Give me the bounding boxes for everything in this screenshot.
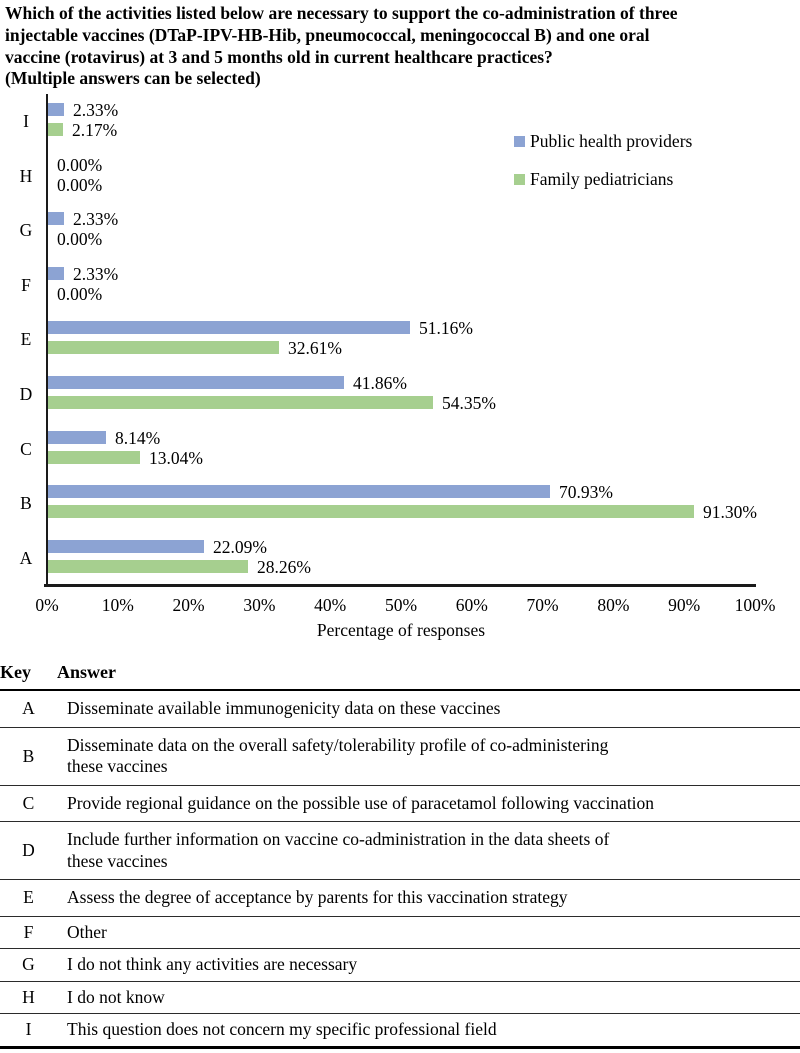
answer-key-table	[0, 658, 800, 1049]
key-cell: B	[0, 727, 57, 785]
category-row-B	[20, 476, 757, 531]
table-row-G	[0, 949, 800, 982]
bar-family-pediatricians	[48, 505, 694, 518]
legend-swatch	[514, 136, 525, 147]
x-tick-label: 80%	[597, 595, 630, 615]
value-label: 0.00%	[57, 283, 103, 304]
value-label: 0.00%	[57, 154, 103, 175]
answer-column-header: Answer	[57, 658, 800, 690]
category-label: B	[20, 493, 32, 514]
legend-label: Public health providers	[530, 131, 693, 151]
answer-line: these vaccines	[67, 756, 168, 776]
answer-line: Include further information on vaccine co-administration in the data sheets of	[67, 829, 610, 849]
bar-public-health	[48, 540, 204, 553]
legend-swatch	[514, 174, 525, 185]
x-tick-label: 40%	[314, 595, 347, 615]
key-cell: I	[0, 1014, 57, 1048]
value-label: 13.04%	[149, 447, 203, 468]
answer-table-body	[0, 690, 800, 1047]
category-row-C	[20, 422, 756, 477]
chart-legend	[514, 130, 692, 191]
table-row-B	[0, 727, 800, 785]
value-label: 51.16%	[419, 318, 473, 339]
value-label: 28.26%	[257, 556, 311, 577]
category-label: D	[19, 384, 33, 404]
category-label: E	[20, 329, 32, 350]
category-row-D	[19, 367, 756, 422]
value-label: 41.86%	[353, 373, 407, 393]
bar-public-health	[48, 376, 344, 389]
key-cell: C	[0, 785, 57, 822]
category-label: F	[21, 274, 31, 295]
bar-family-pediatricians	[48, 560, 248, 573]
value-label: 2.33%	[73, 209, 119, 230]
x-tick-label: 10%	[101, 595, 134, 615]
answer-line: these vaccines	[67, 850, 168, 871]
question-line: Which of the activities listed below are necessary to support the co-administration of three	[5, 3, 678, 23]
value-label: 54.35%	[442, 393, 496, 413]
x-tick-label: 70%	[526, 595, 559, 615]
answer-cell	[57, 785, 800, 822]
category-label: I	[23, 111, 29, 131]
x-axis-title: Percentage of responses	[316, 620, 486, 640]
bar-public-health	[48, 103, 64, 116]
table-row-H	[0, 981, 800, 1014]
answer-cell	[57, 880, 800, 917]
answer-line: Assess the degree of acceptance by parents for this vaccination strategy	[67, 887, 568, 907]
answer-line: Disseminate available immunogenicity data on these vaccines	[67, 698, 501, 718]
table-row-C	[0, 785, 800, 822]
bar-public-health	[48, 431, 106, 444]
value-label: 32.61%	[288, 338, 342, 359]
answer-cell	[57, 916, 800, 949]
value-label: 2.17%	[72, 120, 118, 140]
key-cell: G	[0, 949, 57, 982]
category-label: A	[19, 547, 33, 568]
answer-cell	[57, 1014, 800, 1048]
table-row-A	[0, 690, 800, 727]
key-cell: H	[0, 981, 57, 1014]
category-label: G	[19, 220, 33, 241]
category-row-A	[19, 531, 756, 586]
x-tick-label: 0%	[35, 595, 59, 615]
value-label: 2.33%	[73, 100, 119, 120]
x-tick-label: 50%	[384, 595, 418, 615]
key-cell: A	[0, 690, 57, 727]
key-cell: D	[0, 822, 57, 880]
value-label: 8.14%	[115, 427, 161, 448]
x-tick-label: 20%	[172, 595, 205, 615]
category-row-E	[20, 312, 756, 367]
answer-line: I do not know	[67, 986, 165, 1007]
answer-cell	[57, 981, 800, 1014]
x-tick-label: 60%	[455, 595, 488, 615]
answer-cell	[57, 690, 800, 727]
value-label: 22.09%	[213, 536, 267, 557]
table-row-D	[0, 822, 800, 880]
answer-line: I do not think any activities are necessary	[67, 954, 358, 974]
bar-public-health	[48, 212, 64, 225]
answer-line: Provide regional guidance on the possible use of paracetamol following vaccination	[67, 792, 655, 813]
value-label: 91.30%	[703, 502, 757, 523]
key-cell: F	[0, 916, 57, 949]
answer-cell	[57, 727, 800, 785]
answer-line: Disseminate data on the overall safety/tolerability profile of co-administering	[67, 734, 609, 755]
category-row-G	[19, 203, 756, 258]
legend-item	[514, 130, 692, 153]
table-row-E	[0, 880, 800, 917]
legend-label: Family pediatricians	[530, 169, 674, 189]
table-row-F	[0, 916, 800, 949]
answer-line: This question does not concern my specific professional field	[67, 1019, 497, 1039]
answer-cell	[57, 822, 800, 880]
legend-item	[514, 168, 692, 191]
table-header-row	[0, 658, 800, 690]
key-cell: E	[0, 880, 57, 917]
table-row-I	[0, 1014, 800, 1048]
x-tick-label: 30%	[243, 595, 276, 615]
key-column-header: Key	[0, 658, 57, 690]
bar-chart	[0, 92, 800, 658]
x-tick-label: 90%	[668, 595, 701, 615]
bar-public-health	[48, 321, 410, 334]
value-label: 0.00%	[57, 229, 103, 250]
bar-public-health	[48, 485, 550, 498]
x-tick-label: 100%	[734, 595, 776, 615]
question-line: injectable vaccines (DTaP-IPV-HB-Hib, pneumococcal, meningococcal B) and one oral	[5, 24, 650, 45]
bar-public-health	[48, 267, 64, 280]
value-label: 0.00%	[57, 174, 103, 195]
category-label: H	[19, 165, 33, 186]
bar-family-pediatricians	[48, 451, 140, 464]
category-label: C	[20, 438, 32, 459]
bar-family-pediatricians	[48, 396, 433, 409]
question-line: vaccine (rotavirus) at 3 and 5 months old in current healthcare practices?	[5, 46, 553, 67]
x-axis-ticks	[35, 595, 776, 617]
question-line: (Multiple answers can be selected)	[5, 68, 261, 89]
bar-family-pediatricians	[48, 123, 63, 136]
question-text	[0, 0, 800, 92]
bar-family-pediatricians	[48, 341, 279, 354]
category-row-F	[21, 258, 756, 313]
answer-line: Other	[67, 921, 107, 942]
answer-cell	[57, 949, 800, 982]
value-label: 2.33%	[73, 263, 119, 284]
value-label: 70.93%	[559, 482, 613, 503]
